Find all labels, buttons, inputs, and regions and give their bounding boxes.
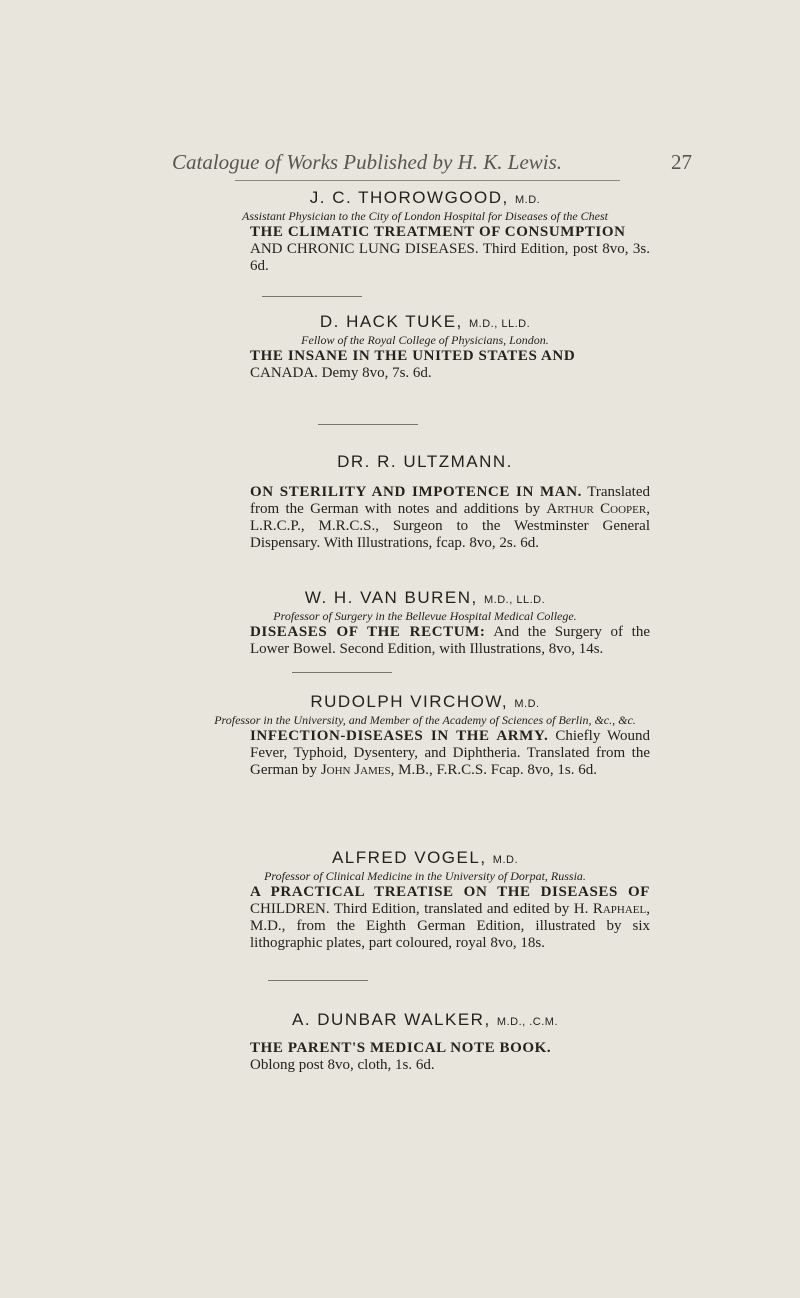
entry-description	[250, 624, 650, 658]
author-degrees: M.D.	[514, 698, 540, 710]
book-title: A PRACTICAL TREATISE ON THE DISEASES OF	[250, 884, 650, 900]
entry-description	[250, 348, 650, 382]
book-details: Oblong post 8vo, cloth, 1s. 6d.	[250, 1057, 435, 1073]
author-affiliation: Fellow of the Royal College of Physicians, London.	[301, 333, 549, 347]
book-details: Translated from the German with notes and additions by	[250, 484, 650, 517]
entry-virchow	[0, 692, 800, 779]
author-affiliation: Assistant Physician to the City of London Hospital for Diseases of the Chest	[242, 209, 608, 223]
author-degrees: M.D.	[492, 854, 519, 866]
author-name: ALFRED VOGEL, M.D.	[331, 848, 519, 867]
book-title: INFECTION-DISEASES IN THE ARMY.	[250, 728, 549, 744]
entry-walker	[0, 1010, 800, 1074]
entry-ultzmann	[0, 452, 800, 552]
divider	[292, 672, 392, 673]
book-details: CANADA. Demy 8vo, 7s. 6d.	[250, 365, 432, 381]
book-details-cont: , M.B., F.R.C.S. Fcap. 8vo, 1s. 6d.	[390, 762, 597, 778]
author-degrees: M.D., LL.D.	[484, 594, 546, 606]
author-name: DR. R. ULTZMANN.	[337, 452, 513, 471]
entry-description	[250, 484, 650, 552]
author-affiliation: Professor of Surgery in the Bellevue Hospital Medical College.	[273, 609, 577, 623]
divider	[262, 296, 362, 297]
entry-description	[250, 884, 650, 952]
author-name: J. C. THOROWGOOD, M.D.	[309, 188, 541, 207]
entry-thorowgood	[0, 188, 800, 275]
translator-name: John James	[320, 762, 391, 778]
book-title: THE INSANE IN THE UNITED STATES AND	[250, 348, 576, 364]
author-degrees: M.D., LL.D.	[469, 318, 531, 330]
author-degrees: M.D.	[514, 194, 541, 206]
book-title: ON STERILITY AND IMPOTENCE IN MAN.	[250, 484, 582, 500]
entry-description	[250, 224, 650, 275]
book-details: CHILDREN. Third Edition, translated and edited by H.	[250, 901, 593, 917]
author-degrees: M.D., .C.M.	[496, 1016, 559, 1028]
header-rule	[235, 180, 620, 181]
author-affiliation: Professor of Clinical Medicine in the University of Dorpat, Russia.	[264, 869, 586, 883]
divider	[268, 980, 368, 981]
divider	[318, 424, 418, 425]
book-details: Chiefly Wound Fever, Typhoid, Dysentery, and Diphtheria. Translated from the German by	[250, 728, 650, 778]
header-title: Catalogue of Works Published by H. K. Lewis.	[172, 150, 563, 174]
translator-name: Raphael	[592, 901, 647, 917]
book-details: AND CHRONIC LUNG DISEASES. Third Edition, post 8vo, 3s. 6d.	[250, 241, 650, 274]
entry-description	[250, 1040, 650, 1074]
author-name: A. DUNBAR WALKER, M.D., .C.M.	[291, 1010, 559, 1029]
entry-van-buren	[0, 588, 800, 658]
entry-tuke	[0, 312, 800, 382]
book-title: DISEASES OF THE RECTUM:	[250, 624, 486, 640]
book-title: THE CLIMATIC TREATMENT OF CONSUMPTION	[250, 224, 626, 240]
author-name: RUDOLPH VIRCHOW, M.D.	[310, 692, 540, 711]
author-affiliation: Professor in the University, and Member of the Academy of Sciences of Berlin, &c., &c.	[214, 713, 636, 727]
running-header	[172, 150, 692, 175]
translator-name: Arthur Cooper	[546, 501, 647, 517]
author-name: D. HACK TUKE, M.D., LL.D.	[319, 312, 531, 331]
entry-description	[250, 728, 650, 779]
book-details-cont: , M.D., from the Eighth German Edition, illustrated by six lithographic plates, part coloured, royal 8vo, 18s.	[250, 901, 650, 951]
book-details-cont: , L.R.C.P., M.R.C.S., Surgeon to the Westminster General Dispensary. With Illustrations, fcap. 8vo, 2s. 6d.	[250, 501, 650, 551]
page-number: 27	[671, 150, 692, 174]
book-details: And the Surgery of the Lower Bowel. Second Edition, with Illustrations, 8vo, 14s.	[250, 624, 650, 657]
book-title: THE PARENT'S MEDICAL NOTE BOOK.	[250, 1040, 552, 1056]
entry-vogel	[0, 848, 800, 952]
author-name: W. H. VAN BUREN, M.D., LL.D.	[304, 588, 546, 607]
